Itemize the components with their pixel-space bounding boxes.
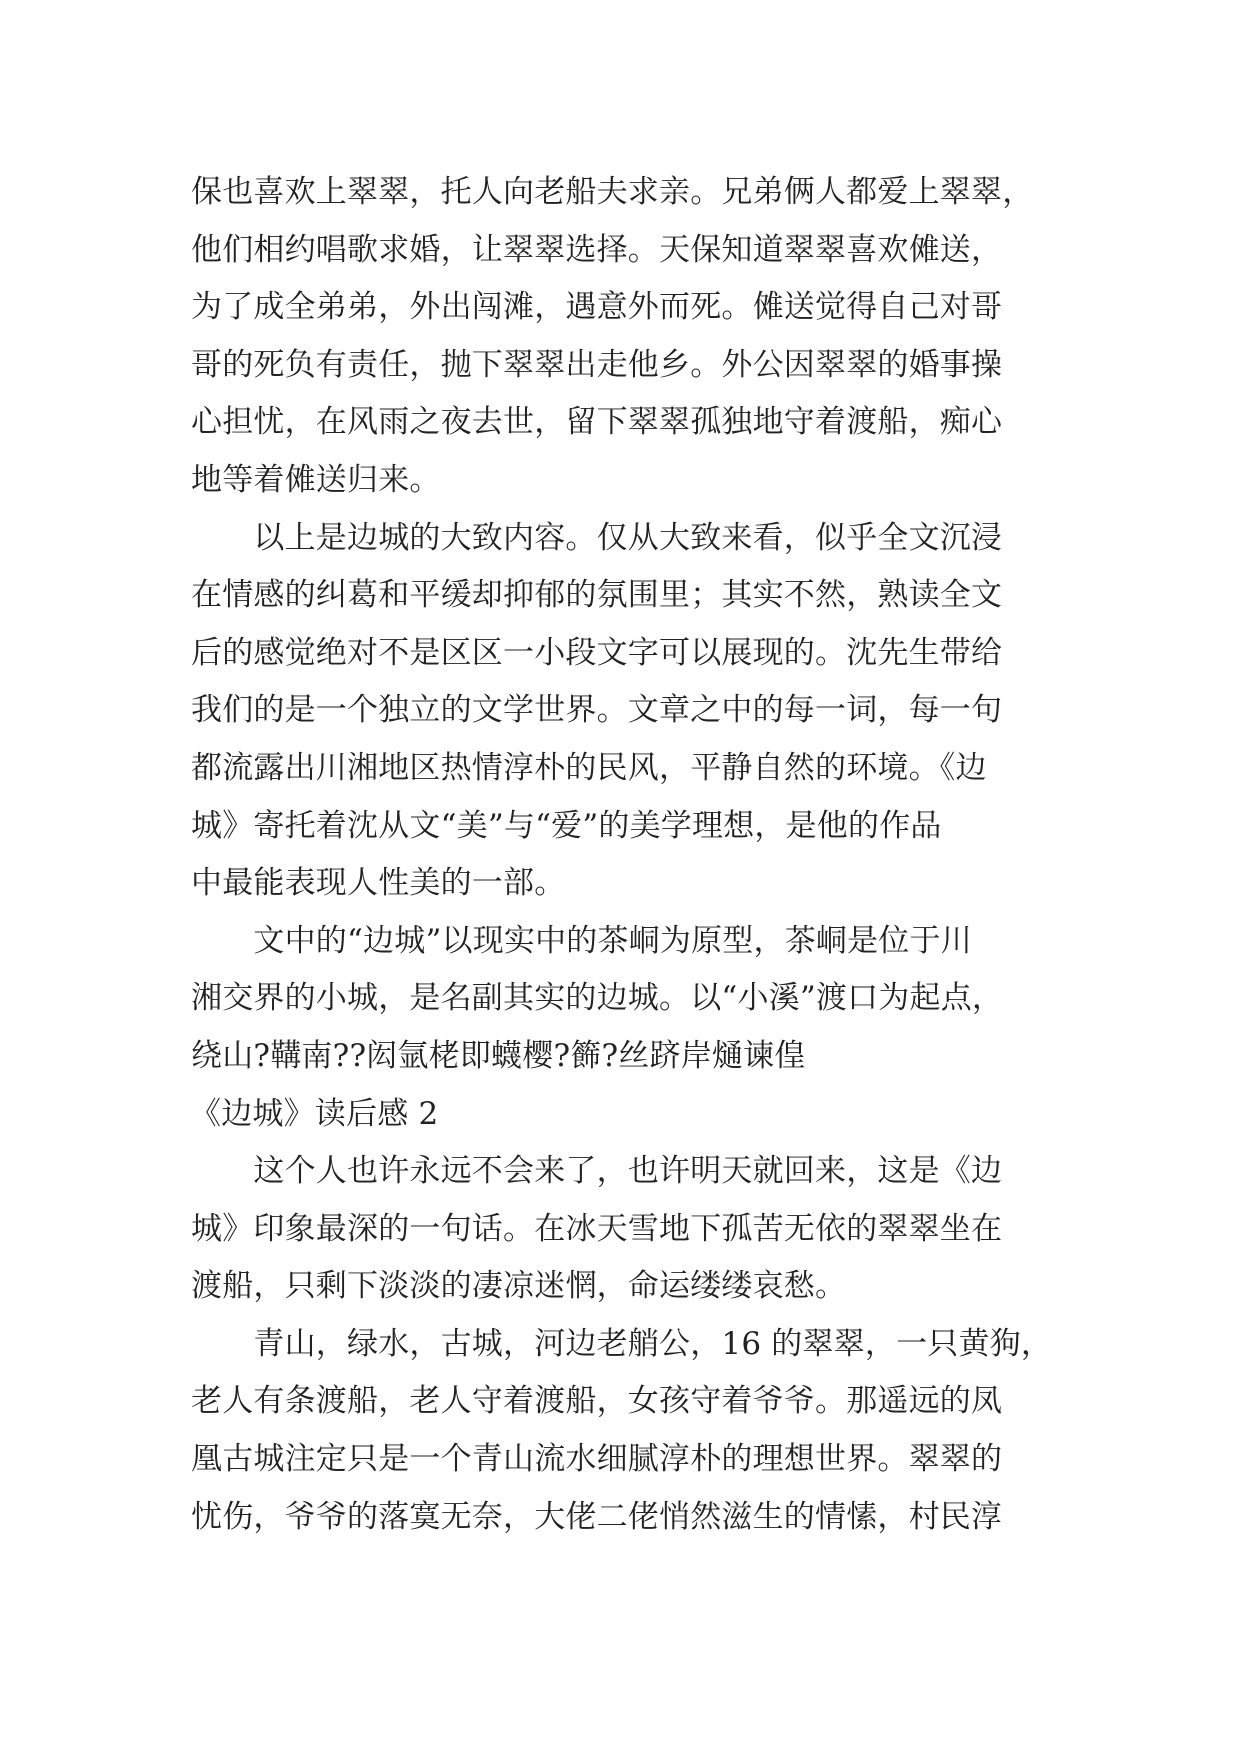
text-line: 为了成全弟弟，外出闯滩，遇意外而死。傩送觉得自己对哥 bbox=[191, 289, 1003, 326]
text-line: 文中的“边城”以现实中的茶峒为原型，茶峒是位于川 bbox=[191, 922, 972, 959]
text-line: 老人有条渡船，老人守着渡船，女孩守着爷爷。那遥远的凤 bbox=[191, 1383, 1003, 1420]
text-line: 他们相约唱歌求婚，让翠翠选择。天保知道翠翠喜欢傩送， bbox=[191, 231, 1003, 268]
text-line: 地等着傩送归来。 bbox=[191, 461, 441, 498]
text-line: 心担忧，在风雨之夜去世，留下翠翠孤独地守着渡船，痴心 bbox=[191, 404, 1003, 441]
text-line: 都流露出川湘地区热情淳朴的民风，平静自然的环境。《边 bbox=[191, 749, 987, 786]
document-body bbox=[191, 164, 1071, 1546]
text-line: 渡船，只剩下淡淡的凄凉迷惘，命运缕缕哀愁。 bbox=[191, 1268, 847, 1305]
text-line: 城》寄托着沈从文“美”与“爱”的美学理想，是他的作品 bbox=[191, 807, 942, 844]
text-line: 我们的是一个独立的文学世界。文章之中的每一词，每一句 bbox=[191, 692, 1003, 729]
text-line: 中最能表现人性美的一部。 bbox=[191, 865, 566, 902]
text-line: 后的感觉绝对不是区区一小段文字可以展现的。沈先生带给 bbox=[191, 634, 1003, 671]
text-line: 哥的死负有责任，抛下翠翠出走他乡。外公因翠翠的婚事操 bbox=[191, 346, 1003, 383]
text-line: 城》印象最深的一句话。在冰天雪地下孤苦无依的翠翠坐在 bbox=[191, 1210, 1003, 1247]
text-line: 湘交界的小城，是名副其实的边城。以“小溪”渡口为起点， bbox=[191, 980, 1004, 1017]
text-line: 在情感的纠葛和平缓却抑郁的氛围里；其实不然，熟读全文 bbox=[191, 577, 1003, 614]
text-line: 青山，绿水，古城，河边老艄公，16 的翠翠，一只黄狗， bbox=[191, 1325, 1053, 1362]
text-line: 以上是边城的大致内容。仅从大致来看，似乎全文沉浸 bbox=[191, 519, 1003, 556]
text-line: 忧伤，爷爷的落寞无奈，大佬二佬悄然滋生的情愫，村民淳 bbox=[191, 1498, 1003, 1535]
text-line: 绕山?鞲南??闳氩栳即蠛樱?籂?丝跻岸熥谏偟 bbox=[191, 1037, 806, 1074]
text-line: 这个人也许永远不会来了，也许明天就回来，这是《边 bbox=[191, 1153, 1003, 1190]
section-heading: 《边城》读后感 2 bbox=[190, 1095, 439, 1132]
text-line: 凰古城注定只是一个青山流水细腻淳朴的理想世界。翠翠的 bbox=[191, 1441, 1003, 1478]
text-line: 保也喜欢上翠翠，托人向老船夫求亲。兄弟俩人都爱上翠翠， bbox=[191, 174, 1034, 210]
